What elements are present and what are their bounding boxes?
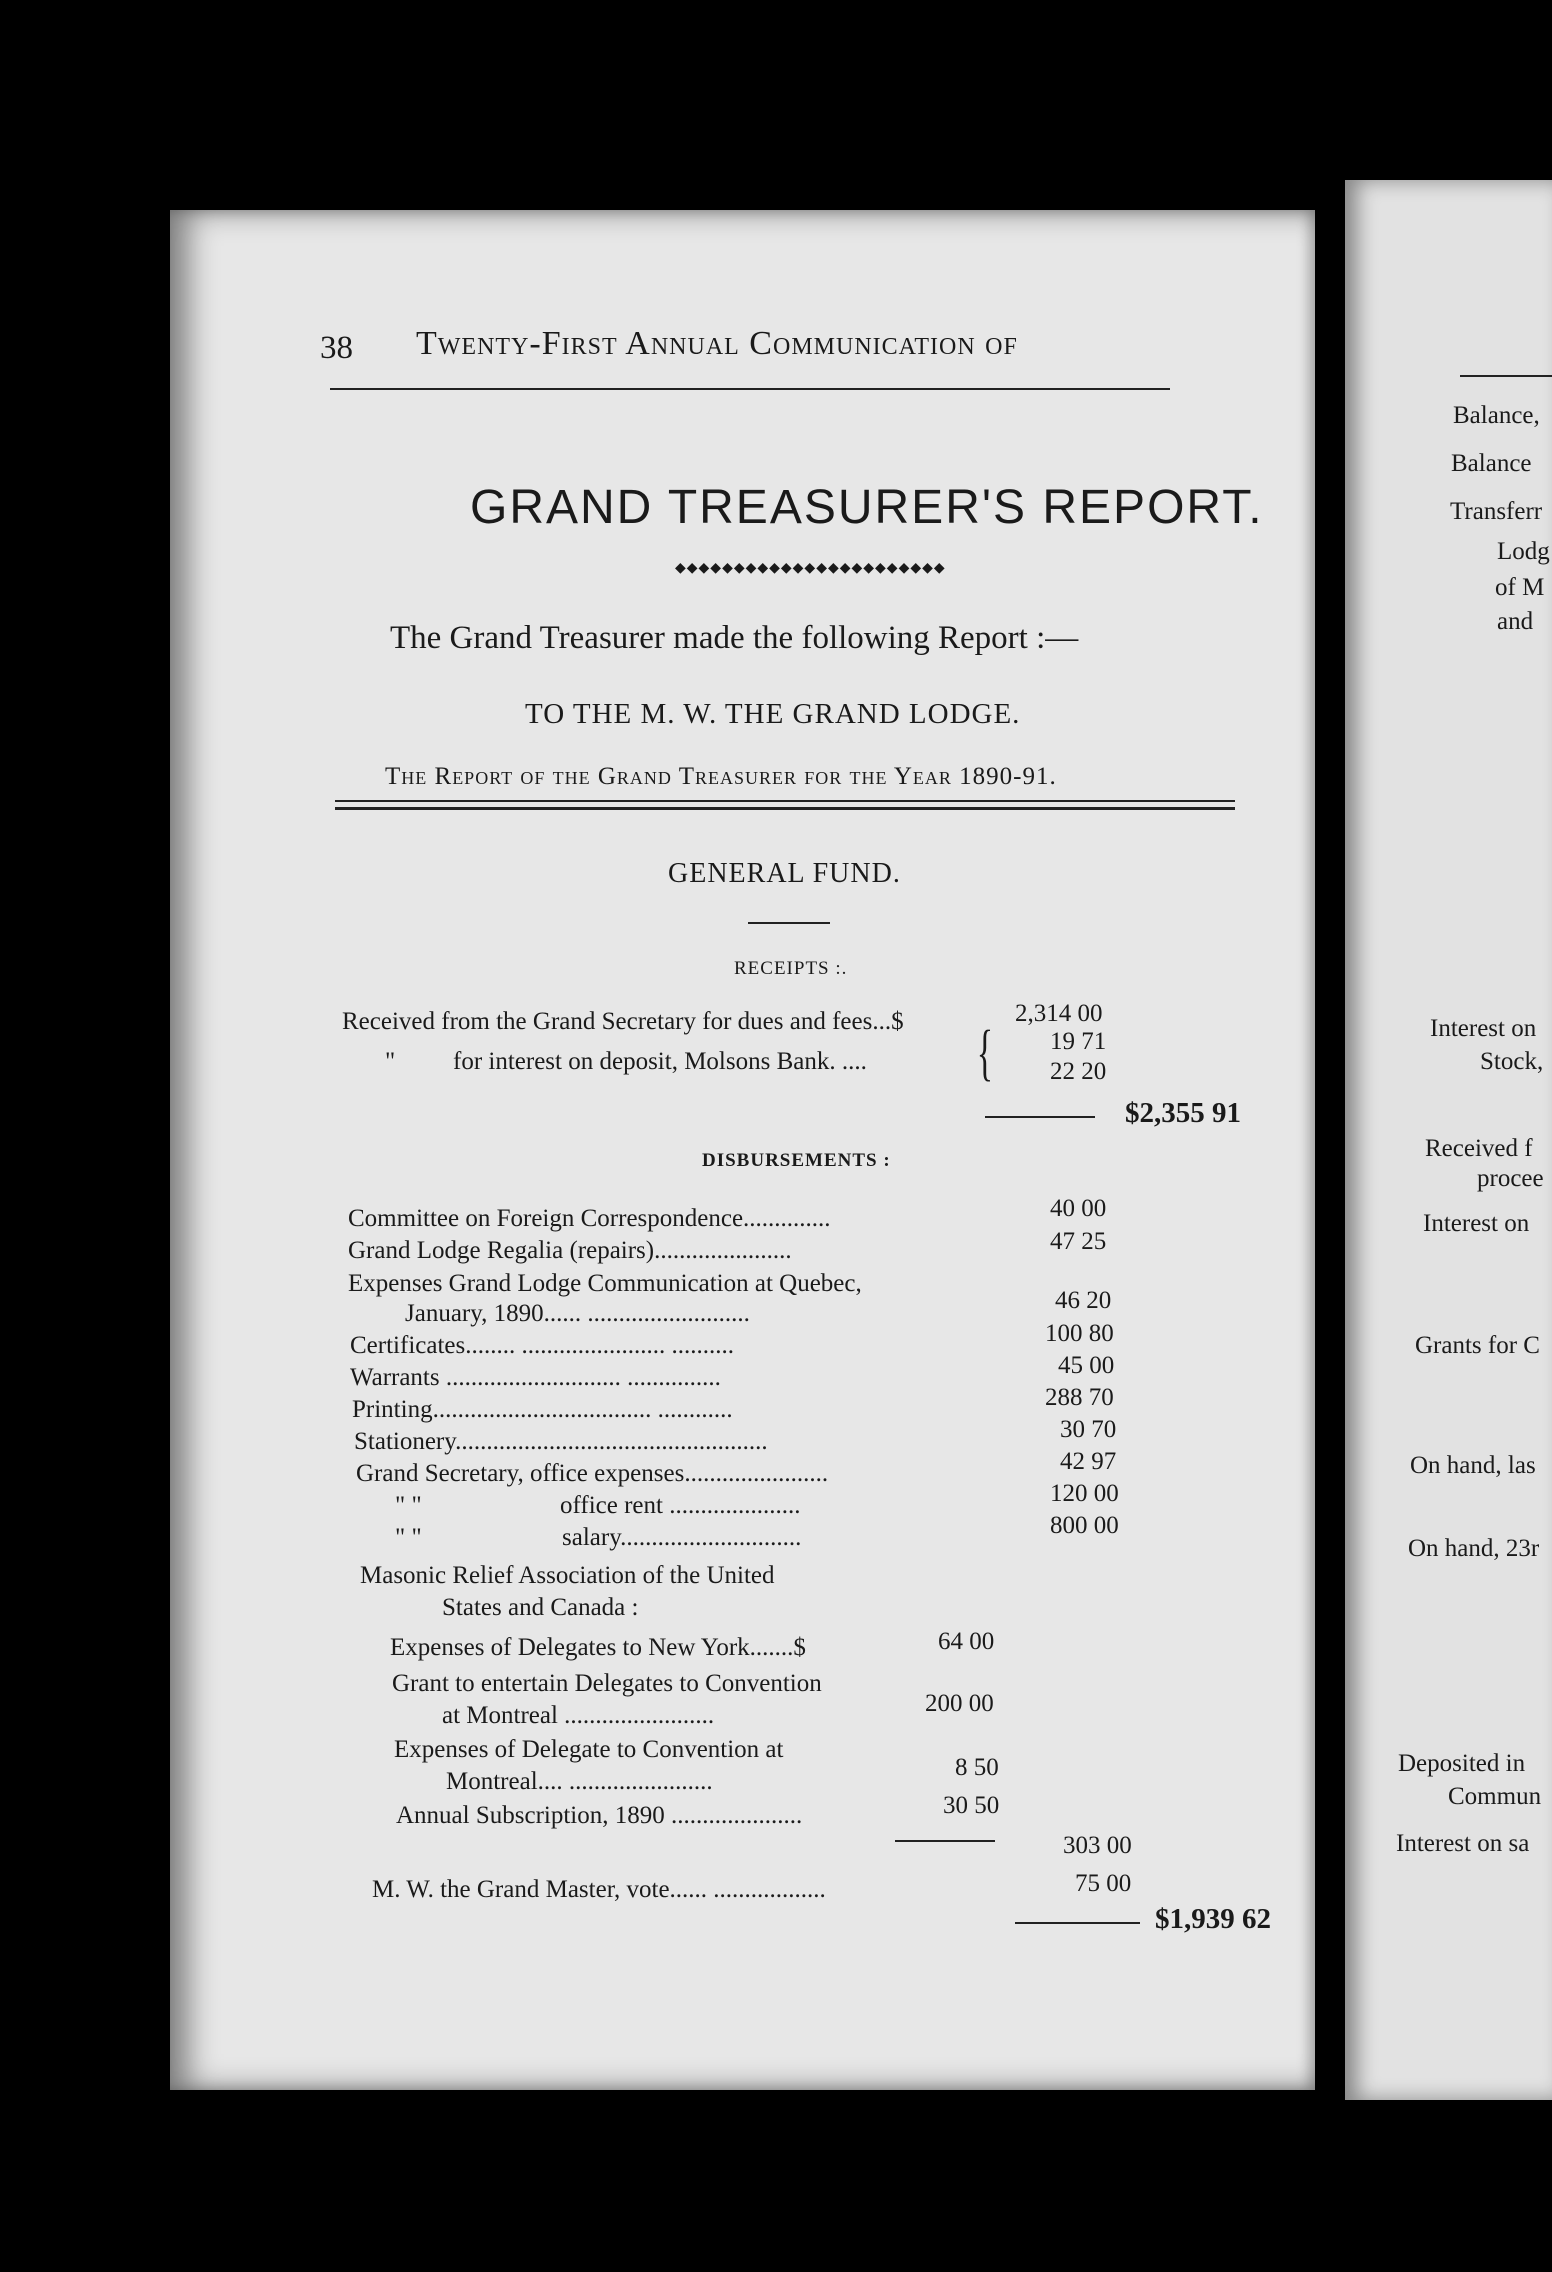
disbursement-line: Grand Secretary, office expenses....................... bbox=[356, 1460, 829, 1487]
disbursement-amount: 800 00 bbox=[1050, 1512, 1119, 1539]
disbursement-amount: 46 20 bbox=[1055, 1287, 1112, 1314]
double-rule-bottom bbox=[335, 807, 1235, 810]
relief-line-cont: at Montreal ........................ bbox=[442, 1702, 715, 1729]
page-number: 38 bbox=[320, 330, 353, 366]
masonic-relief-heading: Masonic Relief Association of the United bbox=[360, 1562, 775, 1589]
left-page bbox=[170, 210, 1315, 2090]
disbursements-total: $1,939 62 bbox=[1155, 1903, 1271, 1935]
relief-line: Expenses of Delegate to Convention at bbox=[394, 1736, 784, 1763]
receipt-amount: 2,314 00 bbox=[1015, 1000, 1103, 1027]
facing-line: Interest on bbox=[1430, 1015, 1537, 1042]
disbursement-line-cont: January, 1890...... .......................... bbox=[405, 1300, 750, 1327]
facing-header-rule bbox=[1460, 375, 1552, 377]
general-fund-heading: GENERAL FUND. bbox=[668, 858, 901, 889]
disbursement-amount: 45 00 bbox=[1058, 1352, 1115, 1379]
facing-page bbox=[1345, 180, 1552, 2100]
disbursement-line: Expenses Grand Lodge Communication at Quebec, bbox=[348, 1270, 862, 1297]
disbursement-amount: 40 00 bbox=[1050, 1195, 1107, 1222]
relief-line-cont: Montreal.... ....................... bbox=[446, 1768, 713, 1795]
relief-amount: 30 50 bbox=[943, 1792, 1000, 1819]
running-head: Twenty-First Annual Communication of bbox=[416, 325, 1018, 362]
receipts-total: $2,355 91 bbox=[1125, 1097, 1241, 1129]
disbursement-amount: 288 70 bbox=[1045, 1384, 1114, 1411]
disbursement-line: office rent ..................... bbox=[560, 1492, 801, 1519]
title-ornament: ◆◆◆◆◆◆◆◆◆◆◆◆◆◆◆◆◆◆◆◆◆◆◆ bbox=[675, 561, 946, 576]
relief-subtotal: 303 00 bbox=[1063, 1832, 1132, 1859]
section-dash bbox=[748, 922, 830, 924]
ditto-mark: " " bbox=[395, 1524, 422, 1551]
facing-line: On hand, 23r bbox=[1408, 1535, 1540, 1562]
disbursement-line: Stationery.................................................. bbox=[354, 1428, 768, 1455]
disbursement-amount: 42 97 bbox=[1060, 1448, 1117, 1475]
facing-line: Deposited in bbox=[1398, 1750, 1526, 1777]
disbursement-line: Committee on Foreign Correspondence.............. bbox=[348, 1205, 831, 1232]
facing-line: Balance bbox=[1451, 450, 1532, 477]
masonic-relief-heading-cont: States and Canada : bbox=[442, 1594, 639, 1621]
relief-amount: 64 00 bbox=[938, 1628, 995, 1655]
facing-line: Grants for C bbox=[1415, 1332, 1540, 1359]
relief-amount: 200 00 bbox=[925, 1690, 994, 1717]
grand-master-line: M. W. the Grand Master, vote...... .................. bbox=[372, 1876, 826, 1903]
facing-line: Balance, bbox=[1453, 402, 1540, 429]
report-subtitle: The Report of the Grand Treasurer for the Year 1890-91. bbox=[385, 763, 1057, 790]
relief-subtotal-dash bbox=[895, 1840, 995, 1842]
facing-line: Commun bbox=[1448, 1783, 1542, 1810]
grand-master-amount: 75 00 bbox=[1075, 1870, 1132, 1897]
facing-line: Stock, bbox=[1480, 1048, 1544, 1075]
facing-line: Transferr bbox=[1450, 498, 1543, 525]
relief-line: Annual Subscription, 1890 ..................... bbox=[396, 1802, 803, 1829]
disbursement-amount: 30 70 bbox=[1060, 1416, 1117, 1443]
disbursement-line: Certificates........ ....................... .......... bbox=[350, 1332, 734, 1359]
facing-line: Lodg bbox=[1497, 538, 1550, 565]
disbursement-line: Grand Lodge Regalia (repairs)...................... bbox=[348, 1237, 792, 1264]
relief-amount: 8 50 bbox=[955, 1754, 999, 1781]
facing-line: Received f bbox=[1425, 1135, 1533, 1162]
disbursement-amount: 47 25 bbox=[1050, 1228, 1107, 1255]
facing-line: procee bbox=[1477, 1165, 1544, 1192]
receipt-line: Received from the Grand Secretary for dues and fees...$ bbox=[342, 1008, 904, 1035]
disbursement-line: Warrants ............................ ............... bbox=[350, 1364, 721, 1391]
ditto-mark: " bbox=[385, 1048, 396, 1075]
receipts-heading: RECEIPTS :. bbox=[734, 958, 848, 979]
relief-line: Expenses of Delegates to New York.......$ bbox=[390, 1634, 806, 1661]
facing-line: On hand, las bbox=[1410, 1452, 1536, 1479]
facing-line: Interest on sa bbox=[1396, 1830, 1530, 1857]
receipt-brace: { bbox=[976, 1019, 994, 1087]
disbursements-heading: DISBURSEMENTS : bbox=[702, 1150, 891, 1171]
receipts-total-dash bbox=[985, 1116, 1095, 1118]
disbursement-amount: 120 00 bbox=[1050, 1480, 1119, 1507]
ditto-mark: " " bbox=[395, 1492, 422, 1519]
address-line: TO THE M. W. THE GRAND LODGE. bbox=[525, 698, 1021, 730]
receipt-amount: 22 20 bbox=[1050, 1058, 1107, 1085]
disbursements-total-dash bbox=[1015, 1922, 1140, 1924]
double-rule-top bbox=[335, 800, 1235, 802]
relief-line: Grant to entertain Delegates to Convention bbox=[392, 1670, 822, 1697]
header-rule bbox=[330, 388, 1170, 390]
report-title: GRAND TREASURER'S REPORT. bbox=[470, 481, 1264, 534]
book-gutter bbox=[1315, 180, 1345, 2100]
receipt-amount: 19 71 bbox=[1050, 1028, 1107, 1055]
facing-line: and bbox=[1497, 608, 1534, 635]
facing-line: Interest on bbox=[1423, 1210, 1530, 1237]
disbursement-line: salary............................. bbox=[562, 1524, 802, 1551]
disbursement-amount: 100 80 bbox=[1045, 1320, 1114, 1347]
facing-line: of M bbox=[1495, 574, 1545, 601]
disbursement-line: Printing................................... ............ bbox=[352, 1396, 733, 1423]
intro-text: The Grand Treasurer made the following Report :— bbox=[390, 620, 1079, 656]
receipt-line: for interest on deposit, Molsons Bank. .... bbox=[453, 1048, 867, 1075]
